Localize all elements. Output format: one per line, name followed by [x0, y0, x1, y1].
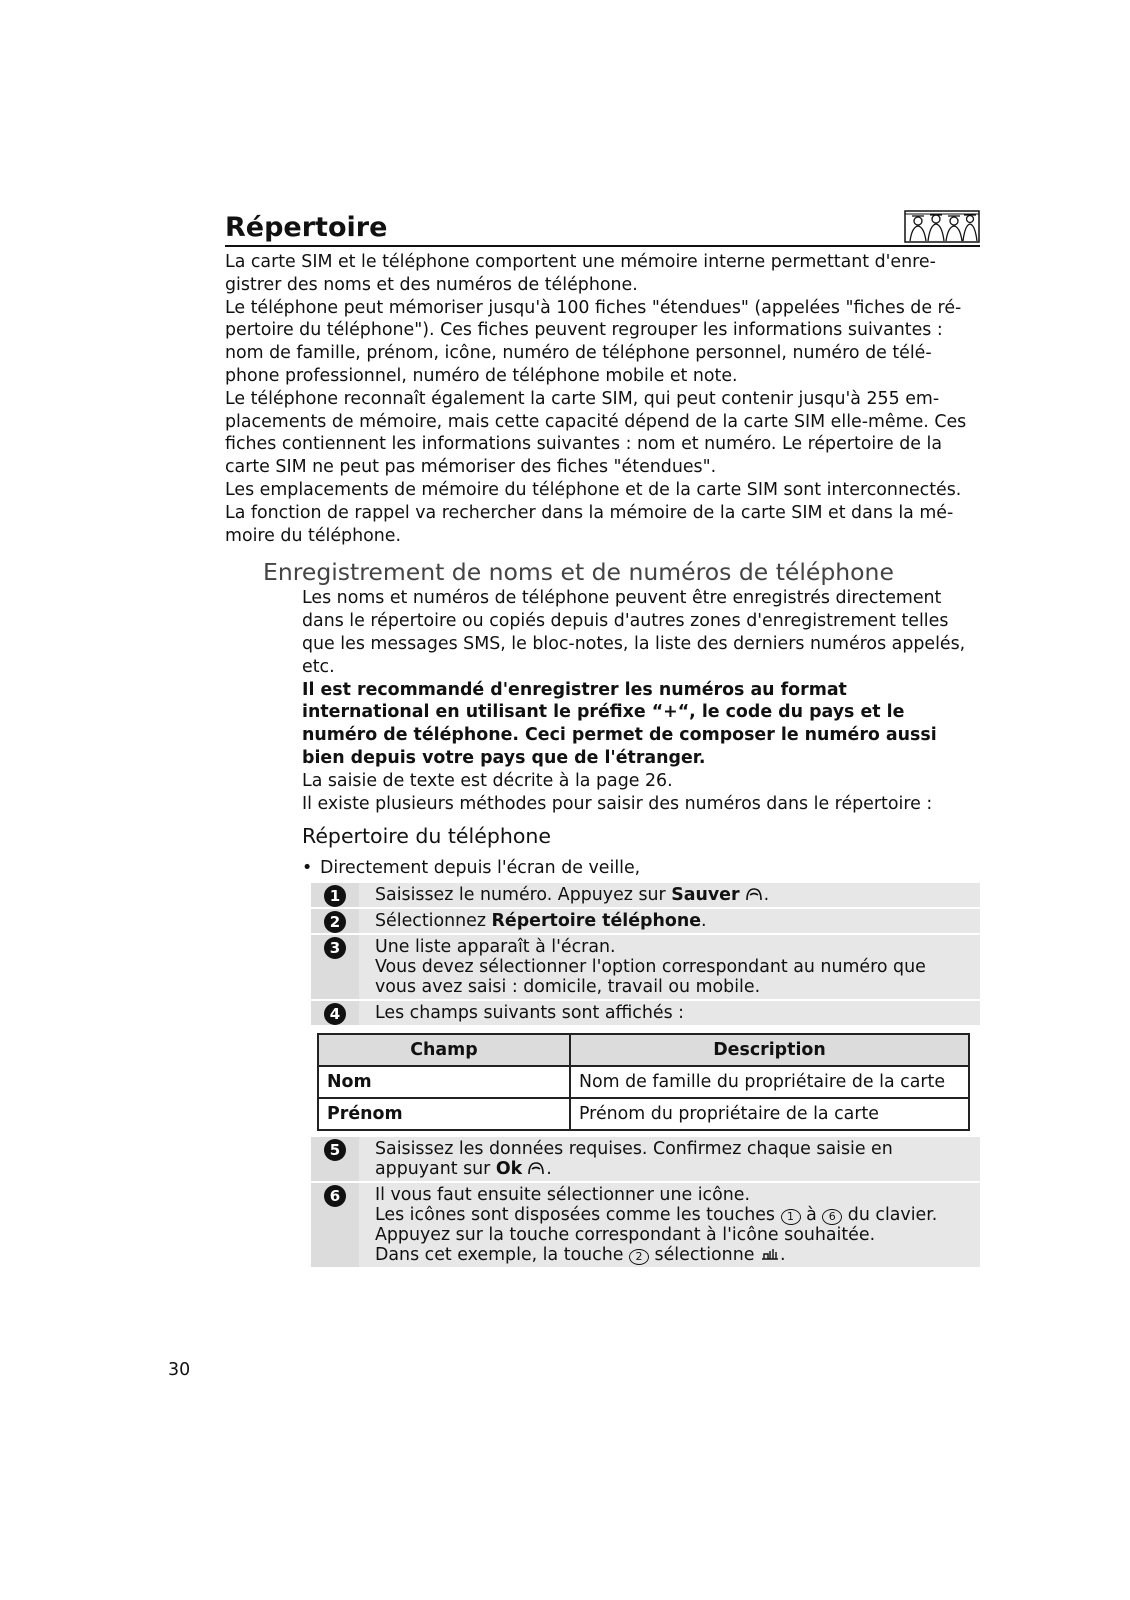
- step-number-icon: 4: [324, 1003, 346, 1025]
- step-6-line-4: Dans cet exemple, la touche 2 sélectionne .: [375, 1245, 786, 1266]
- people-logo-icon: [904, 210, 980, 243]
- step-2-text: Sélectionnez: [375, 911, 492, 932]
- fields-table: [317, 1033, 970, 1131]
- table-row: [318, 1066, 969, 1098]
- step-6-line-1: Il vous faut ensuite sélectionner une icône.: [375, 1185, 750, 1206]
- intro-text: [225, 251, 980, 547]
- field-name: Nom: [318, 1066, 570, 1098]
- page-number: 30: [168, 1360, 191, 1380]
- step-1-text: Saisissez le numéro. Appuyez sur: [375, 885, 672, 906]
- section-paragraph-1: Les noms et numéros de téléphone peuvent être enregistrés directement dans le répertoire ou copiés depuis d'autres zones d'enregistrement telles que les messages SMS, le bloc-notes, la liste des derniers numéros appelés, etc.: [302, 588, 966, 677]
- key-6-icon: 6: [822, 1209, 842, 1225]
- step-6-a: à: [806, 1205, 817, 1226]
- step-4-text: Les champs suivants sont affichés :: [375, 1003, 685, 1024]
- section-body: [302, 587, 980, 815]
- step-6: [311, 1183, 980, 1269]
- page-title: Répertoire: [225, 212, 388, 243]
- step-number-icon: 3: [324, 937, 346, 959]
- steps-list: [311, 883, 980, 1027]
- step-2: [311, 909, 980, 935]
- bullet-text: Directement depuis l'écran de veille,: [320, 858, 641, 879]
- save-softkey-label: Sauver: [671, 885, 740, 906]
- ok-softkey-label: Ok: [495, 1159, 523, 1180]
- step-6-line-2: [375, 1205, 970, 1225]
- table-row: [318, 1098, 969, 1130]
- key-2-icon: 2: [629, 1249, 649, 1265]
- column-header-field: Champ: [318, 1034, 570, 1066]
- section-paragraph-3: La saisie de texte est décrite à la page 26.: [302, 770, 673, 791]
- step-6-line-2b: du clavier.: [847, 1205, 938, 1226]
- step-6-line-2a: Les icônes sont disposées comme les touches: [375, 1205, 775, 1226]
- step-3: [311, 935, 980, 1001]
- step-4: [311, 1001, 980, 1027]
- bullet-dot-icon: •: [302, 858, 313, 879]
- phonebook-option-label: Répertoire téléphone: [491, 911, 702, 932]
- step-6-line-4a: Dans cet exemple, la touche: [375, 1245, 624, 1266]
- field-description: Prénom du propriétaire de la carte: [570, 1098, 969, 1130]
- intro-paragraph-4: Les emplacements de mémoire du téléphone et de la carte SIM sont interconnectés. La fonction de rappel va rechercher dans la mémoire de la carte SIM et dans la mé-moire du téléphone.: [225, 479, 962, 546]
- step-1: [311, 883, 980, 909]
- step-5-end: .: [546, 1159, 552, 1180]
- section-paragraph-4: Il existe plusieurs méthodes pour saisir des numéros dans le répertoire :: [302, 793, 933, 814]
- step-3-line-2: Vous devez sélectionner l'option correspondant au numéro que vous avez saisi : domicile, travail ou mobile.: [375, 957, 926, 998]
- table-header-row: [318, 1034, 969, 1066]
- step-number-icon: 5: [324, 1139, 346, 1161]
- step-number-icon: 1: [324, 885, 346, 907]
- intro-paragraph-2: Le téléphone peut mémoriser jusqu'à 100 fiches "étendues" (appelées "fiches de ré-pertoire du téléphone"). Ces fiches peuvent regrouper les informations suivantes : nom de famille, prénom, icône, numéro de téléphone personnel, numéro de télé-phone professionnel, numéro de téléphone mobile et note.: [225, 297, 962, 386]
- page-content: [225, 205, 980, 1269]
- subheading: Répertoire du téléphone: [302, 824, 552, 849]
- step-number-icon: 2: [324, 911, 346, 933]
- steps-list-continued: [311, 1137, 980, 1269]
- fields-table-wrapper: [317, 1033, 970, 1131]
- step-1-end: .: [763, 885, 770, 906]
- field-name: Prénom: [318, 1098, 570, 1130]
- intro-paragraph-3: Le téléphone reconnaît également la carte SIM, qui peut contenir jusqu'à 255 em-placements de mémoire, mais cette capacité dépend de la carte SIM elle-même. Ces fiches contiennent les informations suivantes : nom et numéro. Le répertoire de la carte SIM ne peut pas mémoriser des fiches "étendues".: [225, 388, 967, 478]
- recommendation-text: Il est recommandé d'enregistrer les numéros au format international en utilisant le préfixe “+“, le code du pays et le numéro de téléphone. Ceci permet de composer le numéro aussi bien depuis votre pays que de l'étranger.: [302, 679, 937, 768]
- field-description: Nom de famille du propriétaire de la carte: [570, 1066, 969, 1098]
- step-3-line-1: Une liste apparaît à l'écran.: [375, 937, 616, 958]
- bullet-item: [302, 857, 980, 879]
- step-6-line-3: Appuyez sur la touche correspondant à l'icône souhaitée.: [375, 1225, 876, 1246]
- column-header-description: Description: [570, 1034, 969, 1066]
- title-row: [225, 205, 980, 247]
- step-6-line-4b: sélectionne: [654, 1245, 755, 1266]
- intro-paragraph-1: La carte SIM et le téléphone comportent une mémoire interne permettant d'enre-gistrer des noms et des numéros de téléphone.: [225, 252, 936, 295]
- step-number-icon: 6: [324, 1185, 346, 1207]
- step-5-text: Saisissez les données requises. Confirmez chaque saisie en appuyant sur: [375, 1139, 893, 1180]
- section-heading: Enregistrement de noms et de numéros de téléphone: [263, 558, 894, 587]
- key-1-icon: 1: [781, 1209, 801, 1225]
- softkey-icon: [744, 886, 764, 902]
- step-5: [311, 1137, 980, 1183]
- work-icon: [760, 1246, 780, 1262]
- step-2-end: .: [701, 911, 707, 932]
- softkey-icon: [526, 1160, 546, 1176]
